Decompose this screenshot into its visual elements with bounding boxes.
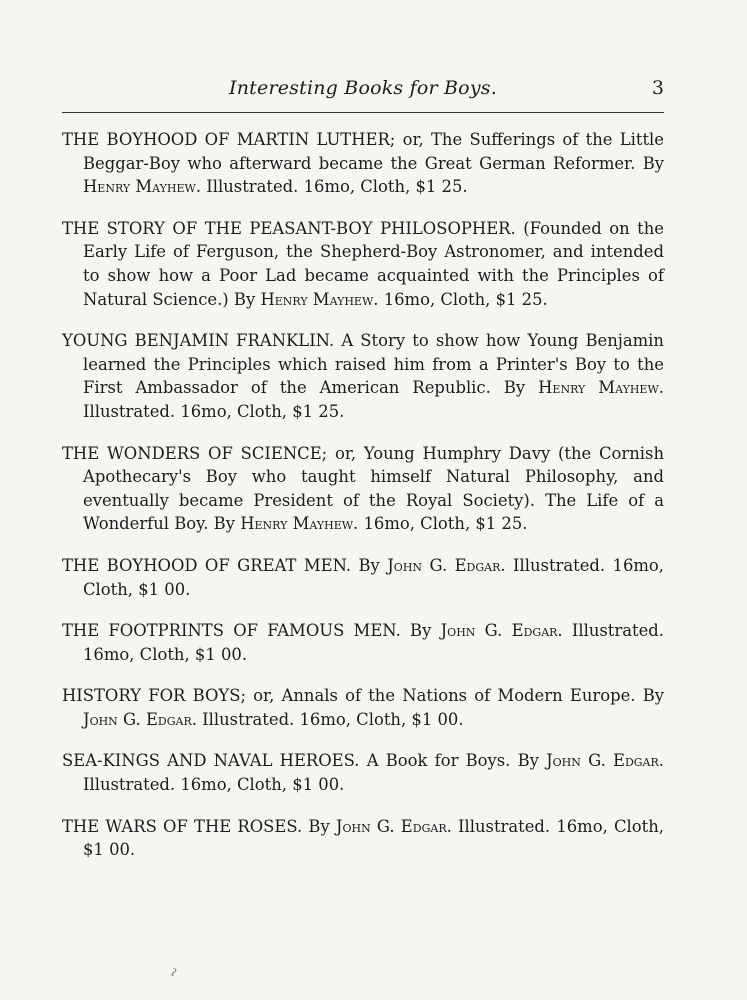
header-rule [62,112,664,113]
book-description: By [400,621,441,641]
book-details: . Illustrated. 16mo, Cloth, $1 00. [191,709,464,729]
book-details: . Illustrated. 16mo, Cloth, $1 25. [195,177,468,197]
book-description: (Founded on the Early Life of Ferguson, the Shepherd-Boy Astronomer, and intended to show how a Poor Lad became acquainted with the Principles of Natural Science.) By [83,218,664,309]
book-author: Henry Mayhew [260,289,374,309]
book-details: . Illustrated. 16mo, Cloth, $1 00. [83,621,664,664]
book-author: Henry Mayhew [538,378,659,398]
book-details: . Illustrated. 16mo, Cloth, $1 00. [83,816,664,860]
book-entry [62,128,664,199]
book-title: HISTORY FOR BOYS [62,686,241,706]
book-details: . 16mo, Cloth, $1 25. [373,289,548,309]
book-description: ; or, The Sufferings of the Little Beggar-Boy who afterward became the Great German Reformer. By [83,130,664,173]
book-title: THE STORY OF THE PEASANT-BOY PHILOSOPHER. [62,218,516,238]
book-description: A Story to show how Young Benjamin learned the Principles which raised him from a Printer's Boy to the First Ambassador of the American Republic. By [83,331,664,398]
book-entry [62,217,664,311]
book-description: A Book for Boys. By [359,751,547,771]
stray-ink-mark: ˀ [166,965,179,988]
book-entry [62,442,664,536]
book-list [62,128,664,880]
book-entry [62,619,664,666]
book-details: . Illustrated. 16mo, Cloth, $1 25. [83,378,664,421]
book-description: By [302,816,336,836]
book-author: John G. Edgar [335,816,447,836]
book-entry [62,554,664,601]
book-author: John G. Edgar [546,751,659,771]
book-details: . Illustrated. 16mo, Cloth, $1 00. [83,751,664,795]
book-author: John G. Edgar [440,621,558,641]
book-author: Henry Mayhew [83,177,196,197]
book-title: THE BOYHOOD OF GREAT MEN. [62,555,352,575]
page-header [62,77,664,105]
book-description: ; or, Annals of the Nations of Modern Europe. By [240,686,664,706]
book-author: John G. Edgar [387,555,501,575]
book-entry [62,749,664,796]
running-title: Interesting Books for Boys. [229,77,497,99]
book-title: SEA-KINGS AND NAVAL HEROES. [62,751,360,771]
book-entry [62,815,664,862]
book-title: THE WONDERS OF SCIENCE [62,443,322,463]
book-title: THE WARS OF THE ROSES. [62,816,303,836]
book-details: . Illustrated. 16mo, Cloth, $1 00. [83,555,665,599]
book-author: John G. Edgar [83,709,192,729]
book-entry [62,329,664,423]
book-entry [62,684,664,731]
book-title: THE FOOTPRINTS OF FAMOUS MEN. [62,621,401,641]
book-title: THE BOYHOOD OF MARTIN LUTHER [62,130,390,149]
book-description: ; or, Young Humphry Davy (the Cornish Apothecary's Boy who taught himself Natural Philosophy, and eventually became President of the Royal Society). The Life of a Wonderful Boy. By [83,443,664,534]
page-number: 3 [651,77,664,99]
book-author: Henry Mayhew [240,514,354,534]
book-title: YOUNG BENJAMIN FRANKLIN. [62,331,335,351]
book-description: By [351,555,388,575]
book-details: . 16mo, Cloth, $1 25. [353,514,528,534]
